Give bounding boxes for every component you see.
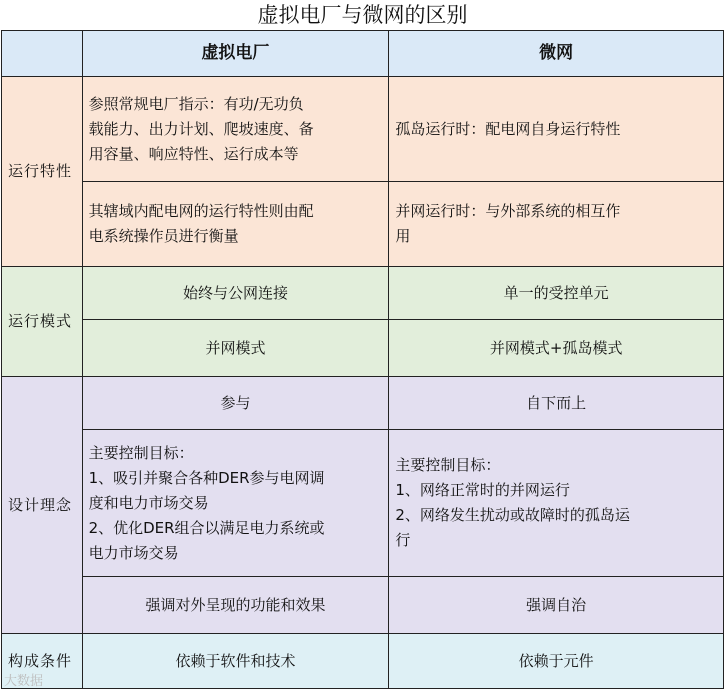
cell-vpp-characteristics-2: 其辖域内配电网的运行特性则由配 电系统操作员进行衡量 [82,182,389,267]
section-label-design-concept: 设计理念 [2,377,83,634]
header-vpp: 虚拟电厂 [82,31,389,77]
cell-vpp-mode-1: 始终与公网连接 [82,267,389,320]
table-row [2,182,724,267]
section-label-operating-characteristics: 运行特性 [2,77,83,267]
cell-mg-characteristics-2: 并网运行时：与外部系统的相互作 用 [389,182,724,267]
cell-mg-design-2: 主要控制目标： 1、网络正常时的并网运行 2、网络发生扰动或故障时的孤岛运 行 [389,430,724,577]
cell-mg-design-1: 自下而上 [389,377,724,430]
table-header-row [2,31,724,77]
table-row [2,430,724,577]
table-row [2,377,724,430]
cell-mg-mode-1: 单一的受控单元 [389,267,724,320]
watermark: 大数据 [4,674,44,689]
cell-vpp-design-1: 参与 [82,377,389,430]
table-row [2,77,724,182]
table-row [2,634,724,689]
table-row [2,320,724,377]
cell-vpp-mode-2: 并网模式 [82,320,389,377]
section-label-constituent-conditions: 构成条件 [2,634,83,689]
cell-mg-characteristics-1: 孤岛运行时：配电网自身运行特性 [389,77,724,182]
cell-mg-conditions: 依赖于元件 [389,634,724,689]
page-title: 虚拟电厂与微网的区别 [257,3,468,27]
table-row [2,577,724,634]
cell-vpp-characteristics-1: 参照常规电厂指示：有功/无功负 载能力、出力计划、爬坡速度、备 用容量、响应特性、运行成本等 [82,77,389,182]
section-label-operating-mode: 运行模式 [2,267,83,377]
cell-vpp-design-2: 主要控制目标： 1、吸引并聚合各种DER参与电网调 度和电力市场交易 2、优化DER组合以满足电力系统或 电力市场交易 [82,430,389,577]
header-microgrid: 微网 [389,31,724,77]
table-row [2,267,724,320]
cell-vpp-design-3: 强调对外呈现的功能和效果 [82,577,389,634]
cell-mg-design-3: 强调自治 [389,577,724,634]
header-empty-cell [2,31,83,77]
cell-vpp-conditions: 依赖于软件和技术 [82,634,389,689]
cell-mg-mode-2: 并网模式+孤岛模式 [389,320,724,377]
comparison-table [1,30,724,689]
